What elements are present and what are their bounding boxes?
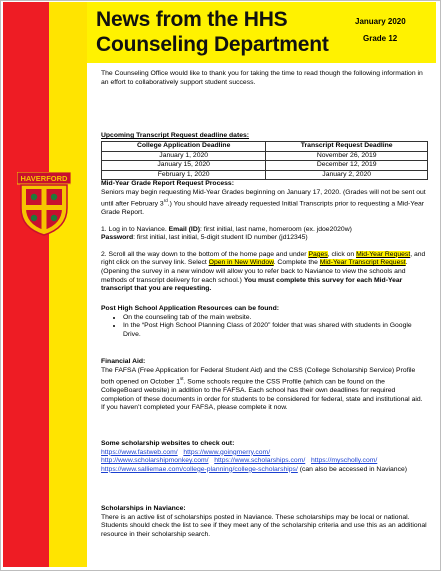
transcript-deadline: December 12, 2019: [266, 161, 428, 171]
haverford-crest-logo: [17, 172, 71, 236]
application-deadline: January 15, 2020: [102, 161, 266, 171]
financial-aid-section: [101, 358, 427, 413]
scholarshipmonkey-link[interactable]: http://www.scholarshipmonkey.com/: [101, 457, 209, 465]
midyear-section: [101, 180, 427, 294]
open-new-window-highlight: Open in New Window: [208, 259, 274, 267]
title-line-2: Counseling Department: [96, 33, 329, 56]
column-header-transcript: Transcript Request Deadline: [266, 142, 428, 152]
title-line-1: News from the HHS: [96, 8, 288, 31]
pages-highlight: Pages: [308, 250, 328, 258]
deadlines-table: [101, 141, 428, 180]
financial-aid-paragraph: The FAFSA (Free Application for Federal Student Aid) and the CSS (College Scholarship Service) Profile both opened on October 1st. Some schools require the CSS Profile (which can be found on the CollegeBoard website) in addition to the FAFSA. Each school has their own deadlines for required completion of these documents in order for students to be considered for federal, state and institutional aid. If you haven’t completed your FAFSA, please complete it now.: [101, 366, 423, 412]
scholarships-com-link[interactable]: https://www.scholarships.com/: [214, 457, 306, 465]
salliemae-link[interactable]: https://www.salliemae.com/college-planning/college-scholarships/: [101, 465, 298, 473]
scholarship-links: https://www.fastweb.com/ https://www.goingmerry.com/ http://www.scholarshipmonkey.com/ https://www.scholarships.com/ https://myscholly.com/ https://www.salliemae.com/college-planning/college-scholarships/ (can also be accessed in Naviance): [101, 448, 408, 473]
midyear-paragraph: Seniors may begin requesting Mid-Year Grades beginning on January 17, 2020. (Grades will not be sent out until after February 3rd.) You should have already requested Initial Transcripts prior to requesting a Mid-Year Grade Report.: [101, 188, 426, 217]
financial-aid-heading: Financial Aid:: [101, 358, 146, 365]
fastweb-link[interactable]: https://www.fastweb.com/: [101, 448, 178, 456]
post-hs-list: [115, 314, 427, 340]
list-item: • In the “Post High School Planning Class of 2020” folder that was shared with students in Google Drive.: [123, 322, 427, 339]
list-item: • On the counseling tab of the main website.: [123, 314, 427, 323]
myscholly-link[interactable]: https://myscholly.com/: [310, 457, 378, 465]
application-deadline: February 1, 2020: [102, 170, 266, 180]
column-header-application: College Application Deadline: [102, 142, 266, 152]
scholarship-sites-heading: Some scholarship websites to check out:: [101, 440, 235, 447]
post-hs-heading: Post High School Application Resources can be found:: [101, 305, 279, 312]
goingmerry-link[interactable]: https://www.goingmerry.com/: [183, 448, 271, 456]
intro-paragraph: The Counseling Office would like to thank you for taking the time to read though the following information in an effort to collaboratively support student success.: [101, 70, 423, 86]
step-2: 2. Scroll all the way down to the bottom of the home page and under Pages, click on Mid-Year Request, and right click on the survey link. Select Open in New Window. Complete the Mid-Year Transcript Request. (Opening the survey in a new window will allow you to refer back to Naviance to view the schools and methods of transcript delivery for each school.) You must complete this survey for each Mid-Year transcript that you are requesting.: [101, 250, 426, 293]
deadlines-heading: Upcoming Transcript Request deadline dates:: [101, 132, 250, 139]
transcript-deadline: November 26, 2019: [266, 151, 428, 161]
table-header-row: [102, 142, 428, 152]
crest-label: HAVERFORD: [20, 174, 68, 183]
application-deadline: January 1, 2020: [102, 151, 266, 161]
naviance-heading: Scholarships in Naviance:: [101, 505, 186, 512]
issue-date: January 2020: [355, 17, 406, 26]
transcript-deadline: January 2, 2020: [266, 170, 428, 180]
step-1-password: Password: first initial, last initial, 5-digit student ID number (jd12345): [101, 234, 308, 242]
midyear-heading: Mid-Year Grade Report Request Process:: [101, 180, 234, 187]
midyear-request-highlight: Mid-Year Request: [356, 250, 411, 258]
table-row: [102, 170, 428, 180]
scholarship-sites-section: [101, 440, 427, 474]
transcript-request-highlight: Mid-Year Transcript Request: [319, 259, 406, 267]
newsletter-title: [96, 7, 344, 57]
step-1: 1. Log in to Naviance. Email (ID): first initial, last name, homeroom (ex. jdoe2020w): [101, 225, 352, 233]
naviance-section: [101, 505, 427, 539]
table-row: [102, 161, 428, 171]
grade-label: Grade 12: [363, 34, 398, 43]
naviance-paragraph: There is an active list of scholarships posted in Naviance. These scholarships may be local or national. Students should check the list to see if they meet any of the scholarship criteria and use this as an additional resource in their scholarship search.: [101, 513, 427, 538]
table-row: [102, 151, 428, 161]
post-hs-section: [101, 305, 427, 339]
yellow-stripe: [49, 2, 87, 567]
